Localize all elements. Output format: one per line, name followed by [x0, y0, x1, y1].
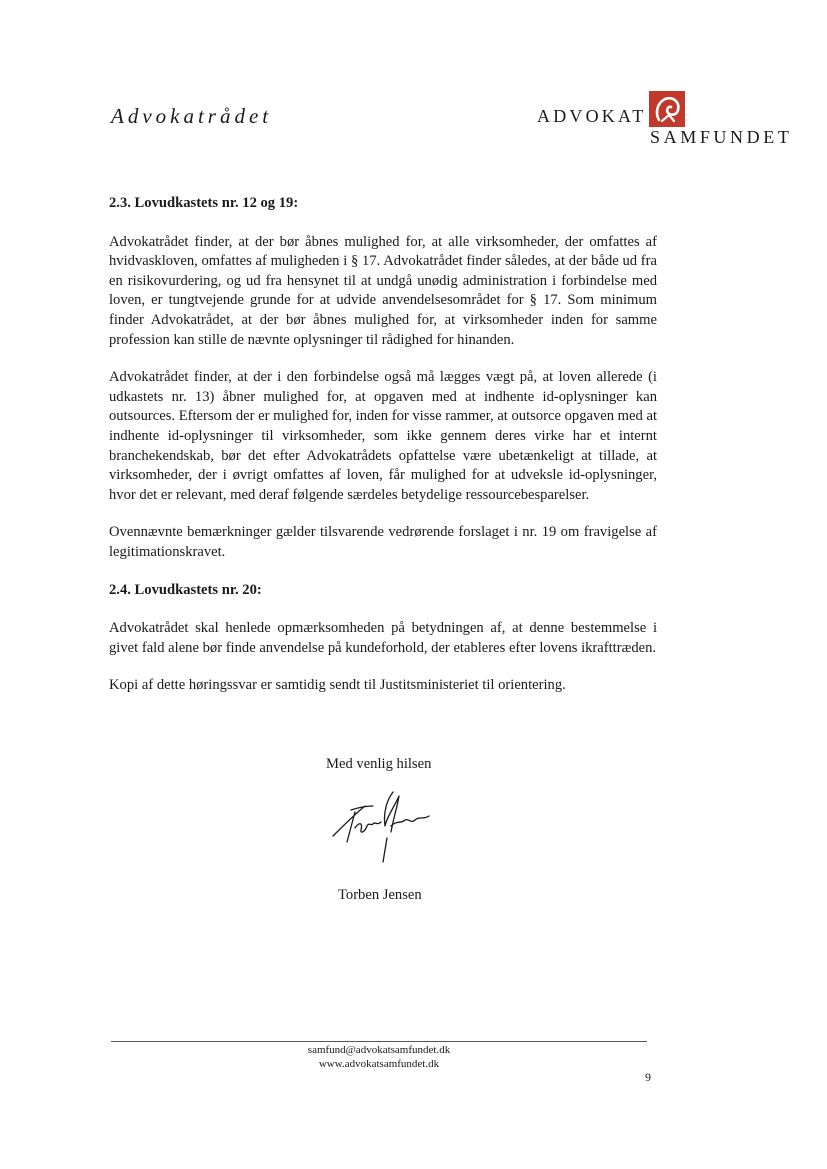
handwritten-signature	[325, 786, 445, 866]
footer-contact	[111, 1043, 647, 1071]
body-paragraph: Ovennævnte bemærkninger gælder tilsvarende vedrørende forslaget i nr. 19 om fravigelse af legitimationskravet.	[109, 524, 657, 560]
advokatsamfundet-logo	[537, 88, 797, 158]
body-paragraph: Advokatrådet skal henlede opmærksomheden på betydningen af, at denne bestemmelse i givet fald alene bør finde anvendelse på kundeforhold, der etableres efter lovens ikrafttræden.	[109, 620, 657, 656]
signer-name: Torben Jensen	[338, 887, 422, 903]
org-name-header: Advokatrådet	[111, 104, 273, 128]
section-heading: 2.4. Lovudkastets nr. 20:	[109, 581, 262, 598]
footer-email-link[interactable]: samfund@advokatsamfundet.dk	[307, 1044, 451, 1056]
page-number: 9	[645, 1070, 651, 1084]
body-paragraph: Kopi af dette høringssvar er samtidig sendt til Justitsministeriet til orientering.	[109, 677, 566, 694]
logo-text-bottom: SAMFUNDET	[650, 127, 793, 147]
footer-website-link[interactable]: www.advokatsamfundet.dk	[318, 1058, 440, 1070]
letter-body	[109, 194, 657, 696]
footer-divider	[111, 1041, 647, 1042]
logo-emblem-icon	[649, 91, 685, 127]
logo-text-top: ADVOKAT	[537, 106, 647, 126]
closing-greeting: Med venlig hilsen	[326, 756, 432, 772]
section-heading: 2.3. Lovudkastets nr. 12 og 19:	[109, 195, 299, 211]
body-paragraph: Advokatrådet finder, at der i den forbindelse også må lægges vægt på, at loven allerede (i udkastets nr. 13) åbner mulighed for, at opgaven med at indhente id-oplysninger kan outsources. Eftersom der er mulighed for, inden for visse rammer, at outsorce opgaven med at indhente id-oplysninger til virksomheder, som ikke gennem deres virke har et internt branchekendskab, bør det efter Advokatrådets opfattelse være ubetænkeligt at tillade, at virksomheder, der i øvrigt omfattes af loven, får mulighed for at udveksle id-oplysninger, hvor det er relevant, med deraf følgende særdeles betydelige ressourcebesparelser.	[109, 369, 657, 503]
body-paragraph: Advokatrådet finder, at der bør åbnes mulighed for, at alle virksomheder, der omfattes af hvidvaskloven, omfattes af muligheden i § 17. Advokatrådet finder således, at der både ud fra en risikovurdering, og ud fra hensynet til at undgå unødig administration i forbindelse med loven, er tungtvejende grunde for at udvide anvendelsesområdet for § 17. Som minimum finder Advokatrådet, at der bør åbnes mulighed for, at virksomheder inden for samme profession kan stille de nævnte oplysninger til rådighed for hinanden.	[109, 233, 657, 348]
